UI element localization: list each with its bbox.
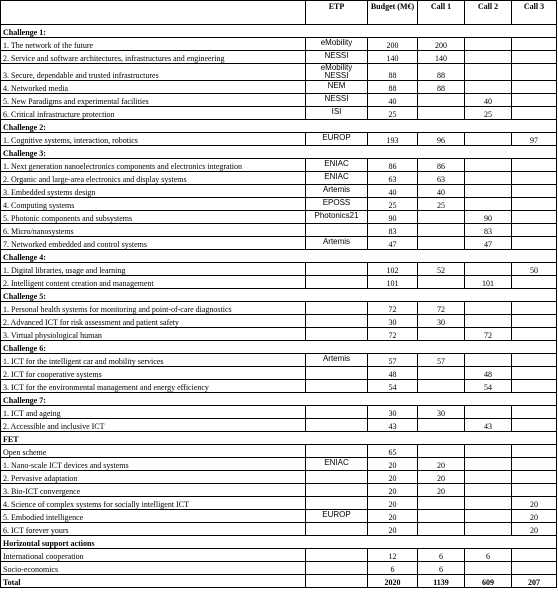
header-row (1, 1, 557, 25)
call1-cell (418, 497, 465, 510)
call1-cell: 40 (418, 185, 465, 198)
table-row (1, 471, 557, 484)
call3-cell (512, 64, 557, 81)
item-label: 3. Bio-ICT convergence (1, 484, 306, 497)
call3-cell (512, 406, 557, 419)
call3-cell (512, 81, 557, 94)
etp-cell: NESSI (306, 94, 368, 107)
section-label: Challenge 2: (1, 120, 557, 133)
item-label: 1. Digital libraries, usage and learning (1, 263, 306, 276)
table-row (1, 107, 557, 120)
budget-cell: 200 (368, 38, 418, 51)
header-call1: Call 1 (418, 1, 465, 25)
table-row (1, 276, 557, 289)
item-label: 2. Organic and large-area electronics and display systems (1, 172, 306, 185)
call1-cell: 57 (418, 354, 465, 367)
call2-cell: 72 (465, 328, 512, 341)
etp-cell (306, 497, 368, 510)
etp-cell (306, 302, 368, 315)
section-label: Horizontal support actions (1, 536, 557, 549)
call1-cell: 86 (418, 159, 465, 172)
call3-cell (512, 549, 557, 562)
item-label: 1. Next generation nanoelectronics components and electronics integration (1, 159, 306, 172)
item-label: 2. Intelligent content creation and management (1, 276, 306, 289)
etp-cell: NESSI (306, 51, 368, 64)
table-row (1, 510, 557, 523)
call1-cell: 20 (418, 471, 465, 484)
item-label: 2. Advanced ICT for risk assessment and patient safety (1, 315, 306, 328)
header-item (1, 1, 306, 25)
table-row (1, 302, 557, 315)
etp-cell (306, 549, 368, 562)
etp-cell: Photonics21 (306, 211, 368, 224)
etp-cell (306, 224, 368, 237)
call1-cell: 30 (418, 315, 465, 328)
etp-cell: ENIAC (306, 172, 368, 185)
item-label: 4. Computing systems (1, 198, 306, 211)
item-label: 1. Personal health systems for monitoring and point-of-care diagnostics (1, 302, 306, 315)
budget-cell: 57 (368, 354, 418, 367)
call2-cell (465, 562, 512, 575)
etp-cell (306, 575, 368, 588)
etp-cell: ISI (306, 107, 368, 120)
call1-cell: 63 (418, 172, 465, 185)
call1-cell: 88 (418, 81, 465, 94)
call3-cell (512, 185, 557, 198)
table-row (1, 562, 557, 575)
section-row (1, 120, 557, 133)
call1-cell (418, 237, 465, 250)
table-row (1, 328, 557, 341)
call1-cell (418, 276, 465, 289)
item-label: 1. ICT for the intelligent car and mobility services (1, 354, 306, 367)
call2-cell: 48 (465, 367, 512, 380)
call2-cell (465, 471, 512, 484)
budget-cell: 88 (368, 81, 418, 94)
table-row (1, 445, 557, 458)
call1-cell (418, 94, 465, 107)
item-label: 5. Embodied intelligence (1, 510, 306, 523)
etp-cell (306, 562, 368, 575)
section-label: Challenge 5: (1, 289, 557, 302)
section-row (1, 146, 557, 159)
budget-cell: 65 (368, 445, 418, 458)
table-row (1, 367, 557, 380)
call1-cell: 88 (418, 64, 465, 81)
budget-cell: 193 (368, 133, 418, 146)
etp-cell (306, 484, 368, 497)
section-label: Challenge 1: (1, 25, 557, 38)
table-row (1, 211, 557, 224)
call3-cell: 97 (512, 133, 557, 146)
item-label: 1. Nano-scale ICT devices and systems (1, 458, 306, 471)
table-row (1, 38, 557, 51)
item-label: 1. The network of the future (1, 38, 306, 51)
budget-cell: 47 (368, 237, 418, 250)
table-row (1, 81, 557, 94)
call2-cell (465, 354, 512, 367)
call3-cell (512, 159, 557, 172)
etp-cell (306, 315, 368, 328)
etp-cell: Artemis (306, 354, 368, 367)
table-row (1, 198, 557, 211)
section-label: Challenge 7: (1, 393, 557, 406)
call2-cell (465, 133, 512, 146)
call2-cell: 83 (465, 224, 512, 237)
call1-cell (418, 107, 465, 120)
table-row (1, 484, 557, 497)
table-row (1, 94, 557, 107)
call1-cell: 20 (418, 458, 465, 471)
call3-cell (512, 211, 557, 224)
call1-cell (418, 510, 465, 523)
table-row (1, 354, 557, 367)
etp-cell: EUROP (306, 133, 368, 146)
budget-cell: 25 (368, 198, 418, 211)
call2-cell (465, 263, 512, 276)
call1-cell: 140 (418, 51, 465, 64)
item-label: Total (1, 575, 306, 588)
section-label: Challenge 4: (1, 250, 557, 263)
etp-cell: eMobility (306, 38, 368, 51)
call3-cell (512, 237, 557, 250)
etp-cell (306, 523, 368, 536)
table-row (1, 497, 557, 510)
budget-cell: 90 (368, 211, 418, 224)
call1-cell: 1139 (418, 575, 465, 588)
etp-cell (306, 380, 368, 393)
call2-cell (465, 497, 512, 510)
call2-cell: 43 (465, 419, 512, 432)
budget-cell: 20 (368, 510, 418, 523)
call2-cell (465, 159, 512, 172)
call3-cell (512, 198, 557, 211)
table-row (1, 51, 557, 64)
table-row (1, 419, 557, 432)
item-label: 3. ICT for the environmental management and energy efficiency (1, 380, 306, 393)
budget-cell: 30 (368, 406, 418, 419)
call2-cell (465, 172, 512, 185)
header-call3: Call 3 (512, 1, 557, 25)
table-row (1, 185, 557, 198)
call3-cell (512, 302, 557, 315)
call2-cell (465, 38, 512, 51)
etp-cell: NEM (306, 81, 368, 94)
item-label: 2. Accessible and inclusive ICT (1, 419, 306, 432)
item-label: 5. Photonic components and subsystems (1, 211, 306, 224)
call2-cell: 609 (465, 575, 512, 588)
etp-cell: eMobility NESSI (306, 64, 368, 81)
budget-cell: 12 (368, 549, 418, 562)
budget-cell: 63 (368, 172, 418, 185)
etp-cell (306, 276, 368, 289)
call3-cell (512, 172, 557, 185)
call3-cell: 207 (512, 575, 557, 588)
item-label: 2. Pervasive adaptation (1, 471, 306, 484)
call1-cell (418, 380, 465, 393)
call3-cell (512, 354, 557, 367)
call1-cell: 6 (418, 562, 465, 575)
call1-cell: 25 (418, 198, 465, 211)
budget-cell: 101 (368, 276, 418, 289)
budget-cell: 86 (368, 159, 418, 172)
call1-cell: 6 (418, 549, 465, 562)
budget-cell: 30 (368, 315, 418, 328)
call1-cell (418, 523, 465, 536)
header-etp: ETP (306, 1, 368, 25)
call2-cell: 90 (465, 211, 512, 224)
item-label: 2. ICT for cooperative systems (1, 367, 306, 380)
section-row (1, 289, 557, 302)
call1-cell: 200 (418, 38, 465, 51)
budget-cell: 83 (368, 224, 418, 237)
budget-cell: 40 (368, 185, 418, 198)
call3-cell (512, 107, 557, 120)
budget-cell: 20 (368, 484, 418, 497)
etp-cell (306, 263, 368, 276)
item-label: 6. Micro/nanosystems (1, 224, 306, 237)
call2-cell (465, 51, 512, 64)
budget-cell: 40 (368, 94, 418, 107)
etp-cell (306, 471, 368, 484)
header-call2: Call 2 (465, 1, 512, 25)
table-row (1, 172, 557, 185)
call2-cell: 40 (465, 94, 512, 107)
table-row (1, 237, 557, 250)
budget-cell: 48 (368, 367, 418, 380)
call1-cell: 96 (418, 133, 465, 146)
budget-cell: 20 (368, 471, 418, 484)
call3-cell: 50 (512, 263, 557, 276)
item-label: 1. Cognitive systems, interaction, robotics (1, 133, 306, 146)
section-label: Challenge 3: (1, 146, 557, 159)
item-label: 6. Critical infrastructure protection (1, 107, 306, 120)
call3-cell (512, 51, 557, 64)
etp-cell (306, 328, 368, 341)
call2-cell (465, 185, 512, 198)
call2-cell (465, 302, 512, 315)
call2-cell (465, 458, 512, 471)
budget-cell: 54 (368, 380, 418, 393)
table-row (1, 64, 557, 81)
call2-cell (465, 315, 512, 328)
call1-cell: 30 (418, 406, 465, 419)
table-row (1, 406, 557, 419)
item-label: 7. Networked embedded and control systems (1, 237, 306, 250)
call1-cell (418, 419, 465, 432)
budget-cell: 140 (368, 51, 418, 64)
etp-cell (306, 406, 368, 419)
call3-cell (512, 380, 557, 393)
table-row (1, 458, 557, 471)
budget-cell: 102 (368, 263, 418, 276)
call2-cell: 54 (465, 380, 512, 393)
table-row (1, 133, 557, 146)
call1-cell (418, 328, 465, 341)
call1-cell: 72 (418, 302, 465, 315)
call2-cell: 6 (465, 549, 512, 562)
item-label: 4. Science of complex systems for socially intelligent ICT (1, 497, 306, 510)
call3-cell (512, 367, 557, 380)
call3-cell (512, 328, 557, 341)
etp-cell: Artemis (306, 237, 368, 250)
call2-cell (465, 198, 512, 211)
budget-cell: 72 (368, 328, 418, 341)
etp-cell: Artemis (306, 185, 368, 198)
call1-cell (418, 211, 465, 224)
section-row (1, 25, 557, 38)
section-label: FET (1, 432, 557, 445)
item-label: 3. Secure, dependable and trusted infrastructures (1, 64, 306, 81)
call2-cell: 101 (465, 276, 512, 289)
section-row (1, 393, 557, 406)
call3-cell (512, 562, 557, 575)
table-body (1, 25, 557, 588)
section-row (1, 250, 557, 263)
call2-cell (465, 510, 512, 523)
table-row (1, 159, 557, 172)
call1-cell (418, 367, 465, 380)
budget-cell: 25 (368, 107, 418, 120)
call2-cell (465, 81, 512, 94)
call1-cell (418, 445, 465, 458)
call1-cell: 20 (418, 484, 465, 497)
call3-cell (512, 94, 557, 107)
call3-cell (512, 419, 557, 432)
section-label: Challenge 6: (1, 341, 557, 354)
call2-cell (465, 406, 512, 419)
table-row (1, 315, 557, 328)
etp-cell: ENIAC (306, 159, 368, 172)
budget-cell: 72 (368, 302, 418, 315)
etp-cell: ENIAC (306, 458, 368, 471)
call3-cell (512, 484, 557, 497)
item-label: International cooperation (1, 549, 306, 562)
call2-cell (465, 523, 512, 536)
item-label: 3. Embedded systems design (1, 185, 306, 198)
call3-cell (512, 224, 557, 237)
budget-cell: 20 (368, 523, 418, 536)
call1-cell: 52 (418, 263, 465, 276)
call3-cell (512, 276, 557, 289)
call3-cell (512, 38, 557, 51)
section-row (1, 536, 557, 549)
budget-cell: 43 (368, 419, 418, 432)
etp-cell: EUROP (306, 510, 368, 523)
budget-cell: 2020 (368, 575, 418, 588)
budget-cell: 20 (368, 458, 418, 471)
etp-cell (306, 367, 368, 380)
etp-cell: EPOSS (306, 198, 368, 211)
call3-cell: 20 (512, 523, 557, 536)
call2-cell (465, 484, 512, 497)
call3-cell (512, 315, 557, 328)
call1-cell (418, 224, 465, 237)
budget-cell: 20 (368, 497, 418, 510)
budget-cell: 88 (368, 64, 418, 81)
call3-cell (512, 445, 557, 458)
call2-cell (465, 445, 512, 458)
table-row (1, 549, 557, 562)
section-row (1, 432, 557, 445)
section-row (1, 341, 557, 354)
header-budget: Budget (M€) (368, 1, 418, 25)
item-label: 2. Service and software architectures, infrastructures and engineering (1, 51, 306, 64)
call2-cell: 25 (465, 107, 512, 120)
call3-cell (512, 471, 557, 484)
call2-cell: 47 (465, 237, 512, 250)
call3-cell: 20 (512, 497, 557, 510)
item-label: 1. ICT and ageing (1, 406, 306, 419)
item-label: 4. Networked media (1, 81, 306, 94)
total-row (1, 575, 557, 588)
item-label: 3. Virtual physiological human (1, 328, 306, 341)
table-row (1, 380, 557, 393)
item-label: 6. ICT forever yours (1, 523, 306, 536)
table-row (1, 523, 557, 536)
call3-cell (512, 458, 557, 471)
table-row (1, 224, 557, 237)
etp-cell (306, 419, 368, 432)
item-label: Open scheme (1, 445, 306, 458)
item-label: Socio-economics (1, 562, 306, 575)
item-label: 5. New Paradigms and experimental facilities (1, 94, 306, 107)
call2-cell (465, 64, 512, 81)
call3-cell: 20 (512, 510, 557, 523)
budget-cell: 6 (368, 562, 418, 575)
table-row (1, 263, 557, 276)
etp-cell (306, 445, 368, 458)
